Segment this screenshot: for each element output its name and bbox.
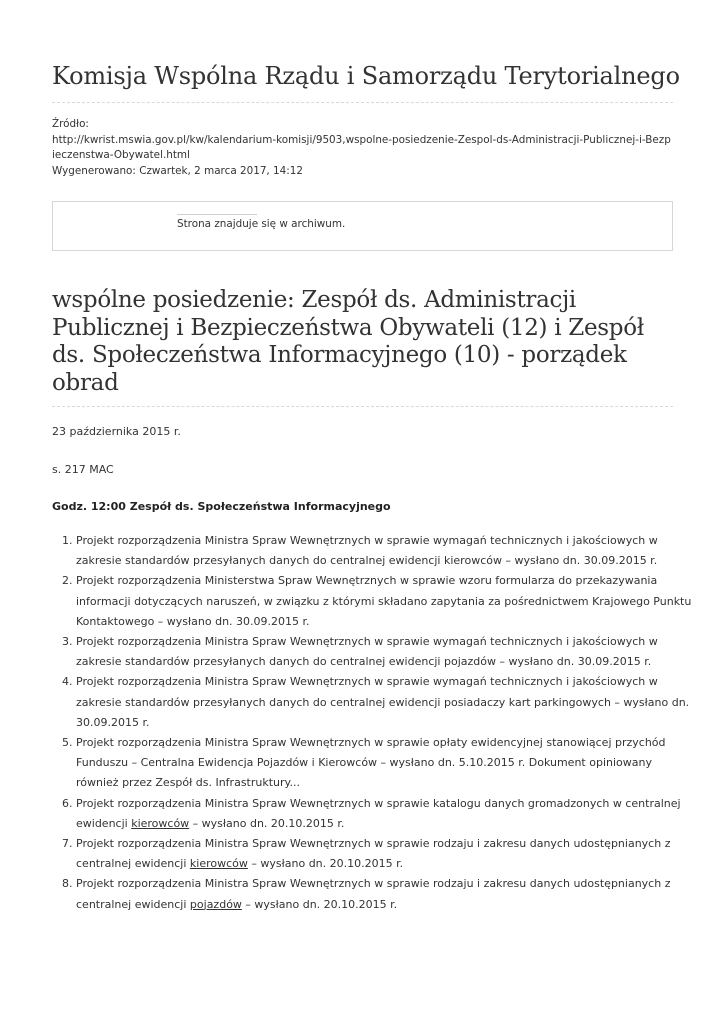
source-info	[52, 117, 673, 179]
agenda-item-text: Projekt rozporządzenia Ministra Spraw Wewnętrznych w sprawie rodzaju i zakresu danych udostępnianych z centralnej ewidencji	[76, 837, 671, 871]
agenda-item-text: Projekt rozporządzenia Ministra Spraw Wewnętrznych w sprawie katalogu danych gromadzonych w centralnej ewidencji	[76, 796, 681, 830]
section-heading: Godz. 12:00 Zespół ds. Społeczeństwa Informacyjnego	[52, 500, 391, 513]
agenda-item-text: Projekt rozporządzenia Ministra Spraw Wewnętrznych w sprawie wymagań technicznych i jakościowych w zakresie standardów przesyłanych danych do centralnej ewidencji pojazdów – wysłano dn. 30.09.2015 r.	[76, 635, 658, 669]
kierowcow-link[interactable]: kierowców	[131, 816, 190, 830]
agenda-item	[76, 632, 697, 672]
title-divider	[52, 406, 673, 407]
header-divider	[52, 102, 673, 103]
agenda-item	[76, 571, 697, 632]
source-url[interactable]: http://kwrist.mswia.gov.pl/kw/kalendarium-komisji/9503,wspolne-posiedzenie-Zespol-ds-Administracji-Publicznej-i-Bezpieczenstwa-Obywatel.html	[52, 133, 671, 161]
pojazdow-link[interactable]: pojazdów	[189, 897, 242, 911]
generated-date: Wygenerowano: Czwartek, 2 marca 2017, 14:12	[52, 164, 303, 177]
agenda-item-text: Projekt rozporządzenia Ministra Spraw Wewnętrznych w sprawie opłaty ewidencyjnej stanowiącej przychód Funduszu – Centralna Ewidencja Pojazdów i Kierowców – wysłano dn. 5.10.2015 r. Dokument opiniowany również przez Zespół ds. Infrastruktury...	[76, 736, 666, 790]
agenda-item-text: – wysłano dn. 20.10.2015 r.	[241, 897, 398, 911]
meeting-date: 23 października 2015 r.	[52, 425, 181, 438]
agenda-item-text: – wysłano dn. 20.10.2015 r.	[189, 816, 345, 830]
kierowcow-link[interactable]: kierowców	[189, 857, 248, 871]
site-title: Komisja Wspólna Rządu i Samorządu Terytorialnego	[52, 62, 680, 90]
agenda-item	[76, 834, 697, 874]
agenda-item	[76, 672, 697, 733]
archive-notice: Strona znajduje się w archiwum.	[177, 218, 346, 230]
archive-notice-box	[52, 201, 673, 251]
archive-notice-rule	[177, 214, 257, 215]
agenda-list	[52, 531, 697, 915]
agenda-item	[76, 733, 697, 794]
agenda-item-text: – wysłano dn. 20.10.2015 r.	[247, 857, 404, 871]
agenda-item-text: Projekt rozporządzenia Ministra Spraw Wewnętrznych w sprawie wymagań technicznych i jakościowych w zakresie standardów przesyłanych danych do centralnej ewidencji posiadaczy kart parkingowych – wysłano dn. 30.09.2015 r.	[76, 675, 690, 729]
article-title: wspólne posiedzenie: Zespół ds. Administracji Publicznej i Bezpieczeństwa Obywateli (12) i Zespół ds. Społeczeństwa Informacyjnego (10) - porządek obrad	[52, 287, 644, 396]
agenda-item	[76, 874, 697, 914]
meeting-room: s. 217 MAC	[52, 463, 114, 476]
agenda-item-text: Projekt rozporządzenia Ministra Spraw Wewnętrznych w sprawie wymagań technicznych i jakościowych w zakresie standardów przesyłanych danych do centralnej ewidencji kierowców – wysłano dn. 30.09.2015 r.	[76, 534, 658, 568]
agenda-item	[76, 531, 697, 571]
source-label: Źródło:	[52, 118, 89, 130]
agenda-item-text: Projekt rozporządzenia Ministra Spraw Wewnętrznych w sprawie rodzaju i zakresu danych udostępnianych z centralnej ewidencji	[76, 877, 671, 911]
agenda-item-text: Projekt rozporządzenia Ministerstwa Spraw Wewnętrznych w sprawie wzoru formularza do przekazywania informacji dotyczących naruszeń, w związku z którymi składano zapytania za pośrednictwem Krajowego Punktu Kontaktowego – wysłano dn. 30.09.2015 r.	[76, 574, 692, 628]
agenda-item	[76, 794, 697, 834]
